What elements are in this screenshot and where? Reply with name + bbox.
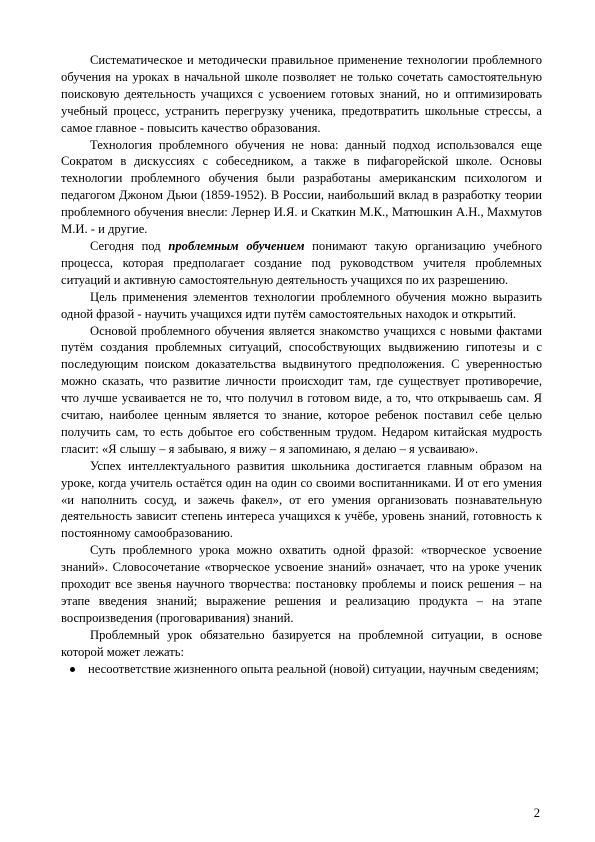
- paragraph: Успех интеллектуального развития школьника достигается главным образом на уроке, когда учитель остаётся один на один со своими воспитанниками. И от его умения «и наполнить сосуд, и зажечь факел», от его умения организовать познавательную деятельность зависит степень интереса учащихся к учёбе, уровень знаний, готовность к постоянному самообразованию.: [61, 458, 542, 541]
- paragraph: Проблемный урок обязательно базируется на проблемной ситуации, в основе которой может лежать:: [61, 627, 542, 659]
- list-item: [61, 661, 542, 678]
- paragraph: Основой проблемного обучения является знакомство учащихся с новыми фактами путём создания проблемных ситуаций, способствующих выдвижению гипотезы и с последующим поиском доказательства выдвинутого предположения. С уверенностью можно сказать, что развитие личности происходит там, где существует противоречие, что лучше усваивается не то, что получил в готовом виде, а то, что открываешь сам. Я считаю, наиболее ценным является то знание, которое ребенок поставил себе целью получить сам, то есть добытое его собственным трудом. Недаром китайская мудрость гласит: «Я слышу – я забываю, я вижу – я запоминаю, я делаю – я усваиваю».: [61, 323, 542, 456]
- paragraph-text: Сегодня под: [90, 238, 169, 253]
- list-item-text: несоответствие жизненного опыта реальной (новой) ситуации, научным сведениям;: [88, 661, 539, 676]
- paragraph: Систематическое и методически правильное применение технологии проблемного обучения на уроках в начальной школе позволяет не только сочетать самостоятельную поисковую деятельность учащихся с усвоением готовых знаний, но и оптимизировать учебный процесс, устранить перегрузку ученика, предотвратить школьные стрессы, а самое главное - повысить качество образования.: [61, 53, 542, 135]
- paragraph: [61, 238, 542, 289]
- paragraph: Технология проблемного обучения не нова: данный подход использовался еще Сократом в дискуссиях с собеседником, а также в пифагорейской школе. Основы технологии проблемного обучения были разработаны американским психологом и педагогом Джоном Дьюи (1859-1952). В России, наибольший вклад в разработку теории проблемного обучения внесли: Лернер И.Я. и Скаткин М.К., Матюшкин А.Н., Махмутов М.И. - и другие.: [61, 137, 542, 237]
- bullet-list: [61, 661, 542, 678]
- emphasized-term: проблемным обучением: [168, 238, 305, 253]
- paragraph: Суть проблемного урока можно охватить одной фразой: «творческое усвоение знаний». Словосочетание «творческое усвоение знаний» означает, что на уроке ученик проходит все звенья научного творчества: постановку проблемы и поиск решения – на этапе введения знаний; выражение решения и реализацию продукта – на этапе воспроизведения (проговаривания) знаний.: [61, 543, 542, 625]
- paragraph-text: понимают такую организацию учебного процесса, которая предполагает создание под руководством учителя проблемных ситуаций и активную самостоятельную деятельность учащихся по их разрешению.: [61, 238, 542, 287]
- page-number: 2: [533, 806, 540, 820]
- bullet-icon: [70, 667, 75, 672]
- paragraph: Цель применения элементов технологии проблемного обучения можно выразить одной фразой - научить учащихся идти путём самостоятельных находок и открытий.: [61, 289, 542, 321]
- document-body: [61, 52, 542, 678]
